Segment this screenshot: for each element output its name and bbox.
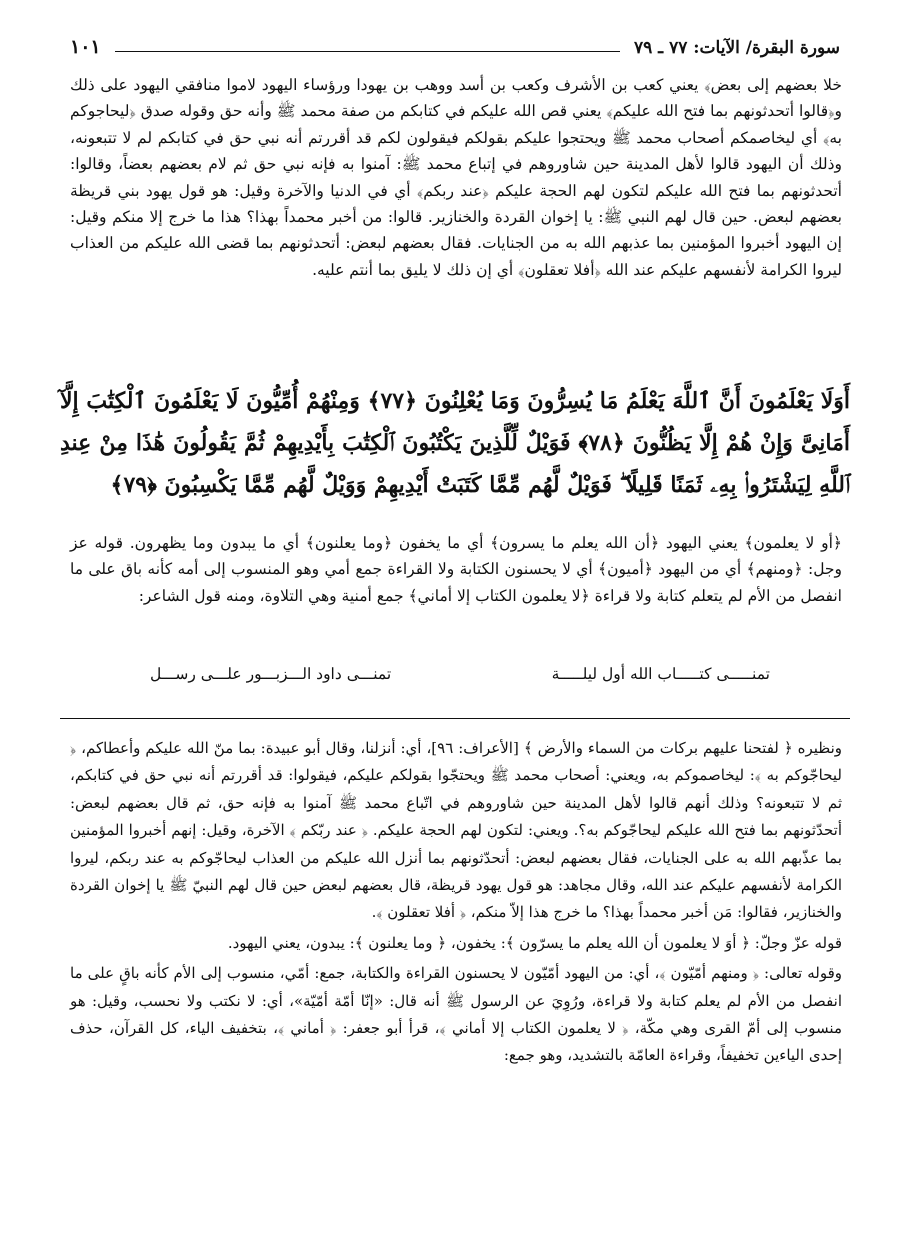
poem-hemistich-second: تمنـــى داود الـــزبـــور علـــى رســـل bbox=[150, 665, 392, 683]
commentary-block bbox=[70, 72, 842, 283]
poem-verse bbox=[150, 665, 770, 683]
tafsir-block bbox=[70, 530, 842, 609]
page-header bbox=[70, 28, 840, 58]
verse-text: أَوَلَا يَعْلَمُونَ أَنَّ ٱللَّهَ يَعْلَمُ مَا يُسِرُّونَ وَمَا يُعْلِنُونَ ﴿٧٧﴾ وَمِنْهُمْ أُمِّيُّونَ لَا يَعْلَمُونَ ٱلْكِتَٰبَ إِلَّآ أَمَانِىَّ وَإِنْ هُمْ إِلَّا يَظُنُّونَ ﴿٧٨﴾ فَوَيْلٌ لِّلَّذِينَ يَكْتُبُونَ ٱلْكِتَٰبَ بِأَيْدِيهِمْ ثُمَّ يَقُولُونَ هَٰذَا مِنْ عِندِ ٱللَّهِ لِيَشْتَرُوا۟ بِهِۦ ثَمَنًا قَلِيلًا ۖ فَوَيْلٌ لَّهُم مِّمَّا كَتَبَتْ أَيْدِيهِمْ وَوَيْلٌ لَّهُم مِّمَّا يَكْسِبُونَ ﴿٧٩﴾ bbox=[60, 388, 850, 498]
notes-block bbox=[70, 735, 842, 1073]
page-number: ١٠١ bbox=[70, 36, 101, 58]
running-title: سورة البقرة/ الآيات: ٧٧ ـ ٧٩ bbox=[634, 38, 840, 58]
footnote-separator bbox=[60, 718, 850, 719]
header-rule bbox=[115, 51, 620, 52]
notes-paragraph: وقوله تعالى: ﴿ ومنهم أمّيّون ﴾، أي: من اليهود أمّيّون لا يحسنون القراءة والكتابة، جمع: أمّي، منسوب إلى الأم كأنه باقٍ على ما انفصل من الأم لم يعلم كتابة ولا قراءة، ورُوِيَ عن الرسول ﷺ أنه قال: «إنّا أمّة أمّيّة»، أي: لا نكتب ولا نحسب، وقيل: هو منسوب إلى أمّ القرى وهي مكّة، ﴿ لا يعلمون الكتاب إلا أماني ﴾، قرأ أبو جعفر: ﴿ أماني ﴾، بتخفيف الياء، كل القرآن، حذف إحدى الياءين تخفيفاً، وقراءة العامّة بالتشديد، وهو جمع: bbox=[70, 964, 842, 1065]
notes-paragraph: ونظيره ﴿ لفتحنا عليهم بركات من السماء والأرض ﴾ [الأعراف: ٩٦]، أي: أنزلنا، وقال أبو عبيدة: بما منّ الله عليكم وأعطاكم، ﴿ ليحاجّوكم به ﴾: ليخاصموكم به، ويعني: أصحاب محمد ﷺ ويحتجّوا بقولكم عليكم، فيقولوا: قد أقررتم أنه نبي حق في كتابكم، ثم لا تتبعونه؟ وذلك أنهم قالوا لأهل المدينة حين شاوروهم في اتّباع محمد ﷺ آمنوا به فإنه حق، ثم قال بعضهم لبعض: أتحدّثونهم بما فتح الله عليكم ليحاجّوكم به؟. ويعني: لتكون لهم الحجة عليكم. ﴿ عند ربّكم ﴾ الآخرة، وقيل: إنهم أخبروا المؤمنين بما عذّبهم الله به على الجنايات، فقال بعضهم لبعض: أتحدّثونهم بما أنزل الله عليكم من العذاب ليحاجّوكم به عند ربكم، ليروا الكرامة لأنفسهم عليكم عند الله، وقال مجاهد: هو قول يهود قريظة، قال بعضهم لبعض حين قال لهم النبيّ ﷺ يا إخوان القردة والخنازير، فقالوا: مَن أخبر محمداً بهذا؟ ما خرج هذا إلاّ منكم، ﴿ أفلا تعقلون ﴾. bbox=[70, 739, 843, 922]
commentary-paragraph: خلا بعضهم إلى بعض﴾ يعني كعب بن الأشرف وكعب بن أسد ووهب بن يهودا ورؤساء اليهود لاموا منافقي اليهود على ذلك و﴿قالوا أتحدثونهم بما فتح الله عليكم﴾ يعني قص الله عليكم في كتابكم من صفة محمد ﷺ وأنه حق وقوله صدق ﴿ليحاجوكم به﴾ أي ليخاصمكم أصحاب محمد ﷺ ويحتجوا عليكم بقولكم فيقولون لكم قد أقررتم أنه نبي حق في كتابكم لم لا تتبعونه، وذلك أن اليهود قالوا لأهل المدينة حين شاوروهم في إتباع محمد ﷺ: آمنوا به فإنه نبي حق ثم لام بعضهم بعضاً، وقالوا: أتحدثونهم بما فتح الله عليكم لتكون لهم الحجة عليكم ﴿عند ربكم﴾ أي في الدنيا والآخرة وقيل: هو قول يهود بني قريظة بعضهم لبعض. حين قال لهم النبي ﷺ: يا إخوان القردة والخنازير. قالوا: من أخبر محمداً بهذا؟ هذا ما خرج إلا منكم وقيل: إن اليهود أخبروا المؤمنين بما عذبهم الله به من الجنايات. فقال بعضهم لبعض: أتحدثونهم بما قضى الله عليكم من العذاب ليروا الكرامة لأنفسهم عليكم عند الله ﴿أفلا تعقلون﴾ أي إن ذلك لا يليق بما أنتم عليه. bbox=[70, 76, 842, 279]
tafsir-paragraph: ﴿أو لا يعلمون﴾ يعني اليهود ﴿أن الله يعلم ما يسرون﴾ أي ما يخفون ﴿وما يعلنون﴾ أي ما يبدون وما يظهرون. قوله عز وجل: ﴿ومنهم﴾ أي من اليهود ﴿أميون﴾ أي لا يحسنون الكتابة ولا القراءة جمع أمي وهو المنسوب إلى أمه كأنه باق على ما انفصل من الأم لم يتعلم كتابة ولا قراءة ﴿لا يعلمون الكتاب إلا أماني﴾ جمع أمنية وهي التلاوة، ومنه قول الشاعر: bbox=[70, 534, 842, 605]
quran-verses bbox=[60, 380, 850, 506]
poem-hemistich-first: تمنـــــى كتـــــاب الله أول ليلـــــة bbox=[551, 665, 770, 683]
notes-paragraph: قوله عزّ وجلّ: ﴿ أوَ لا يعلمون أن الله يعلم ما يسرّون ﴾: يخفون، ﴿ وما يعلنون ﴾: يبدون، يعني اليهود. bbox=[227, 933, 842, 952]
